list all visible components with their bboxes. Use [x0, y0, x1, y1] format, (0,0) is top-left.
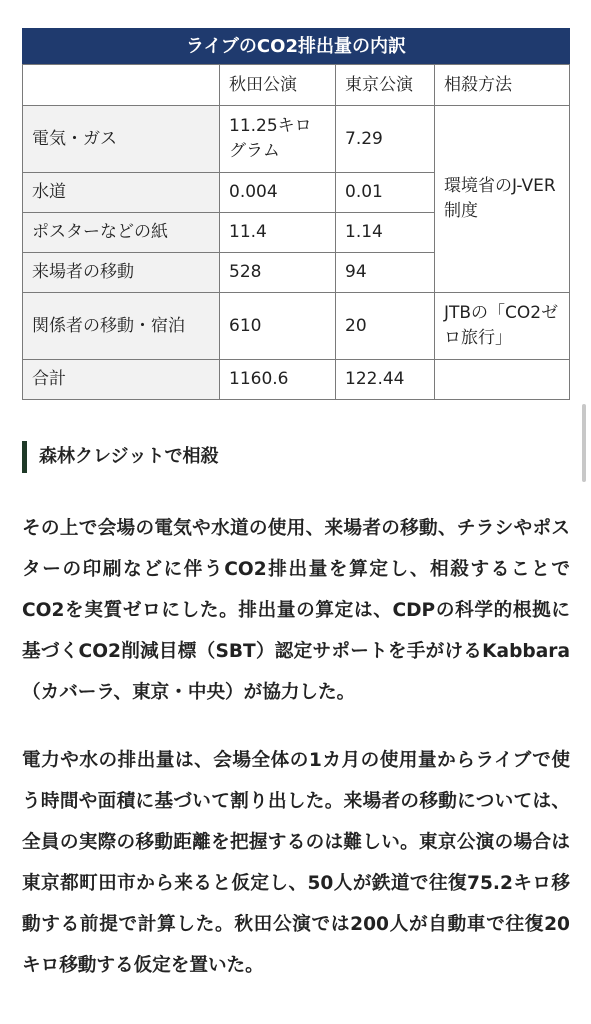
table-title: ライブのCO2排出量の内訳 — [22, 28, 570, 64]
akita-value: 11.4 — [220, 213, 336, 253]
table-row — [23, 106, 570, 173]
section-heading: 森林クレジットで相殺 — [22, 441, 219, 473]
offset-method-cell — [435, 360, 570, 400]
akita-value: 1160.6 — [220, 360, 336, 400]
header-tokyo: 東京公演 — [336, 65, 435, 106]
row-label: ポスターなどの紙 — [23, 213, 220, 253]
co2-breakdown-table — [22, 28, 570, 400]
tokyo-value: 122.44 — [336, 360, 435, 400]
page-scrollbar[interactable] — [582, 404, 586, 482]
table-row — [23, 360, 570, 400]
offset-method-cell: 環境省のJ-VER制度 — [435, 106, 570, 293]
co2-table-container — [22, 28, 569, 400]
akita-value: 528 — [220, 253, 336, 293]
akita-value: 610 — [220, 293, 336, 360]
tokyo-value: 7.29 — [336, 106, 435, 173]
akita-value: 0.004 — [220, 173, 336, 213]
article-paragraph: その上で会場の電気や水道の使用、来場者の移動、チラシやポスターの印刷などに伴うCO2排出量を算定し、相殺することでCO2を実質ゼロにした。排出量の算定は、CDPの科学的根拠に基づくCO2削減目標（SBT）認定サポートを手がけるKabbara（カバーラ、東京・中央）が協力した。 — [22, 518, 570, 703]
row-label: 関係者の移動・宿泊 — [23, 293, 220, 360]
tokyo-value: 1.14 — [336, 213, 435, 253]
header-akita: 秋田公演 — [220, 65, 336, 106]
tokyo-value: 0.01 — [336, 173, 435, 213]
row-label: 来場者の移動 — [23, 253, 220, 293]
row-label: 電気・ガス — [23, 106, 220, 173]
akita-value: 11.25キログラム — [220, 106, 336, 173]
row-label: 水道 — [23, 173, 220, 213]
table-header-row — [23, 65, 570, 106]
table-row — [23, 293, 570, 360]
article-paragraph: 電力や水の排出量は、会場全体の1カ月の使用量からライブで使う時間や面積に基づいて割り出した。来場者の移動については、全員の実際の移動距離を把握するのは難しい。東京公演の場合は東京都町田市から来ると仮定し、50人が鉄道で往復75.2キロ移動する前提で計算した。秋田公演では200人が自動車で往復20キロ移動する仮定を置いた。 — [22, 750, 570, 976]
header-blank-cell — [23, 65, 220, 106]
tokyo-value: 20 — [336, 293, 435, 360]
tokyo-value: 94 — [336, 253, 435, 293]
row-label: 合計 — [23, 360, 220, 400]
header-offset-method: 相殺方法 — [435, 65, 570, 106]
offset-method-cell: JTBの「CO2ゼロ旅行」 — [435, 293, 570, 360]
